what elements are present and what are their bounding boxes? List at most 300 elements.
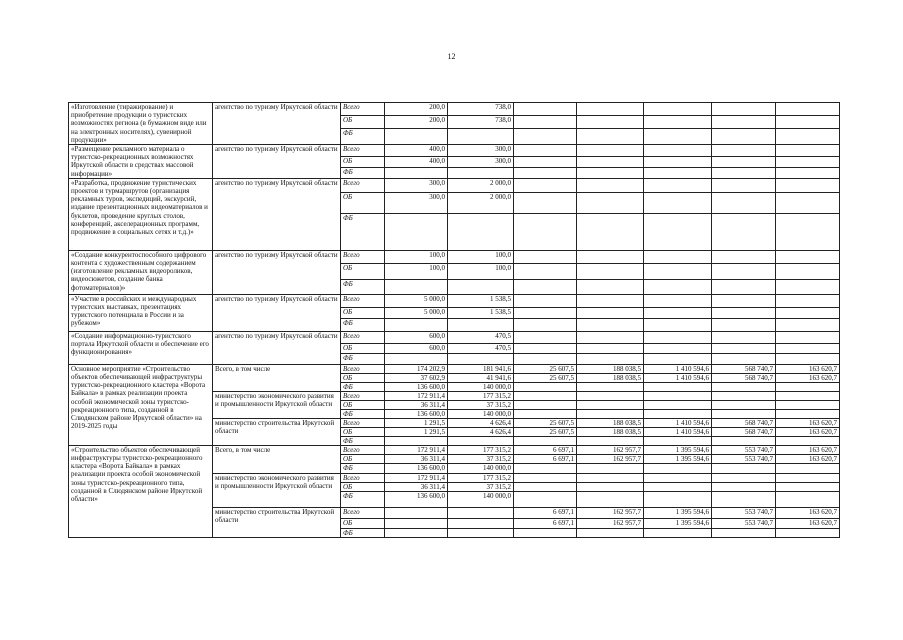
amount-cell	[712, 294, 776, 307]
executor-cell: агентство по туризму Иркутской области	[213, 145, 341, 179]
funding-source-cell: Всего	[341, 294, 385, 307]
executor-cell: министерство строительства Иркутской области	[213, 507, 341, 537]
funding-source-cell: ОБ	[341, 343, 385, 353]
amount-cell: 37 315,2	[448, 482, 514, 491]
amount-cell	[644, 115, 712, 129]
amount-cell: 5 000,0	[385, 307, 448, 318]
amount-cell: 36 311,4	[385, 482, 448, 491]
amount-cell	[712, 409, 776, 418]
amount-cell: 553 740,7	[712, 518, 776, 528]
funding-source-cell: ОБ	[341, 263, 385, 279]
amount-cell	[776, 463, 840, 473]
amount-cell	[514, 129, 577, 145]
amount-cell	[577, 178, 644, 192]
amount-cell	[644, 307, 712, 318]
amount-cell	[577, 391, 644, 400]
amount-cell: 1 395 594,6	[644, 454, 712, 463]
amount-cell	[712, 528, 776, 537]
amount-cell: 188 038,5	[577, 373, 644, 382]
funding-source-cell: Всего	[341, 418, 385, 427]
amount-cell	[514, 115, 577, 129]
amount-cell: 6 697,1	[514, 507, 577, 518]
amount-cell	[577, 294, 644, 307]
amount-cell	[577, 491, 644, 507]
amount-cell	[776, 250, 840, 263]
amount-cell: 400,0	[385, 156, 448, 168]
amount-cell	[776, 213, 840, 250]
funding-source-cell: ФБ	[341, 129, 385, 145]
amount-cell: 163 620,7	[776, 445, 840, 454]
funding-source-cell: ФБ	[341, 382, 385, 391]
amount-cell	[644, 391, 712, 400]
funding-source-cell: Всего	[341, 507, 385, 518]
funding-source-cell: ОБ	[341, 482, 385, 491]
amount-cell	[514, 473, 577, 482]
amount-cell: 36 311,4	[385, 454, 448, 463]
amount-cell	[385, 213, 448, 250]
amount-cell	[514, 103, 577, 116]
amount-cell: 162 957,7	[577, 454, 644, 463]
amount-cell	[644, 129, 712, 145]
amount-cell	[712, 279, 776, 294]
amount-cell	[448, 213, 514, 250]
amount-cell	[514, 382, 577, 391]
amount-cell: 1 538,5	[448, 307, 514, 318]
amount-cell: 177 315,2	[448, 391, 514, 400]
amount-cell: 37 602,9	[385, 373, 448, 382]
amount-cell	[644, 168, 712, 179]
amount-cell: 136 600,0	[385, 463, 448, 473]
amount-cell: 25 607,5	[514, 427, 577, 436]
amount-cell	[644, 473, 712, 482]
amount-cell	[385, 528, 448, 537]
amount-cell: 140 000,0	[448, 491, 514, 507]
amount-cell	[514, 250, 577, 263]
amount-cell	[577, 115, 644, 129]
amount-cell	[644, 103, 712, 116]
amount-cell	[644, 145, 712, 157]
amount-cell	[776, 318, 840, 331]
amount-cell: 100,0	[385, 250, 448, 263]
amount-cell: 200,0	[385, 115, 448, 129]
funding-source-cell: Всего	[341, 473, 385, 482]
amount-cell	[577, 382, 644, 391]
amount-cell	[577, 436, 644, 445]
amount-cell: 553 740,7	[712, 445, 776, 454]
funding-source-cell: Всего	[341, 445, 385, 454]
amount-cell	[577, 343, 644, 353]
amount-cell: 738,0	[448, 115, 514, 129]
amount-cell: 568 740,7	[712, 427, 776, 436]
amount-cell: 300,0	[448, 156, 514, 168]
funding-source-cell: ФБ	[341, 279, 385, 294]
amount-cell	[448, 168, 514, 179]
funding-source-cell: Всего	[341, 250, 385, 263]
amount-cell	[712, 400, 776, 409]
amount-cell	[514, 343, 577, 353]
amount-cell	[448, 507, 514, 518]
amount-cell: 6 697,1	[514, 518, 577, 528]
amount-cell: 25 607,5	[514, 364, 577, 373]
amount-cell	[712, 192, 776, 213]
funding-source-cell: ФБ	[341, 318, 385, 331]
amount-cell: 6 697,1	[514, 454, 577, 463]
amount-cell	[514, 279, 577, 294]
amount-cell	[776, 103, 840, 116]
amount-cell: 300,0	[448, 145, 514, 157]
amount-cell	[712, 115, 776, 129]
amount-cell	[776, 156, 840, 168]
amount-cell: 6 697,1	[514, 445, 577, 454]
event-name-cell: «Строительство объектов обеспечивающей инфраструктуры туристско-рекреационного кластера «Ворота Байкала» в рамках реализации проекта особой экономической зоны туристско-рекреационного типа, созданной в Слюдянском районе Иркутской области»	[69, 445, 213, 537]
amount-cell: 163 620,7	[776, 518, 840, 528]
table-row	[69, 178, 840, 192]
amount-cell	[776, 168, 840, 179]
amount-cell	[577, 473, 644, 482]
amount-cell	[712, 331, 776, 343]
amount-cell	[712, 129, 776, 145]
amount-cell	[514, 213, 577, 250]
amount-cell	[644, 436, 712, 445]
amount-cell	[448, 518, 514, 528]
executor-cell: агентство по туризму Иркутской области	[213, 178, 341, 250]
amount-cell: 568 740,7	[712, 418, 776, 427]
amount-cell	[577, 145, 644, 157]
table-row	[69, 250, 840, 263]
amount-cell: 400,0	[385, 145, 448, 157]
amount-cell: 163 620,7	[776, 454, 840, 463]
amount-cell: 100,0	[448, 250, 514, 263]
amount-cell	[577, 129, 644, 145]
event-name-cell: «Размещение рекламного материала о туристско-рекреационных возможностях Иркутской области в средствах массовой информации»	[69, 145, 213, 179]
executor-cell: агентство по туризму Иркутской области	[213, 294, 341, 331]
amount-cell	[577, 213, 644, 250]
executor-cell: агентство по туризму Иркутской области	[213, 250, 341, 294]
amount-cell: 553 740,7	[712, 454, 776, 463]
amount-cell	[776, 129, 840, 145]
amount-cell	[385, 507, 448, 518]
amount-cell: 37 315,2	[448, 400, 514, 409]
amount-cell	[514, 491, 577, 507]
amount-cell	[644, 294, 712, 307]
budget-table	[68, 102, 840, 538]
amount-cell	[712, 307, 776, 318]
table-row	[69, 331, 840, 343]
amount-cell: 1 538,5	[448, 294, 514, 307]
executor-cell: агентство по туризму Иркутской области	[213, 103, 341, 145]
amount-cell: 163 620,7	[776, 373, 840, 382]
funding-source-cell: ФБ	[341, 168, 385, 179]
amount-cell: 4 626,4	[448, 427, 514, 436]
amount-cell: 1 410 594,6	[644, 373, 712, 382]
amount-cell: 1 291,5	[385, 418, 448, 427]
amount-cell	[712, 168, 776, 179]
amount-cell	[712, 463, 776, 473]
funding-source-cell: Всего	[341, 103, 385, 116]
page-number: 12	[447, 52, 456, 61]
amount-cell	[577, 318, 644, 331]
amount-cell	[577, 482, 644, 491]
amount-cell	[514, 145, 577, 157]
amount-cell	[776, 294, 840, 307]
amount-cell	[644, 409, 712, 418]
funding-source-cell: ФБ	[341, 528, 385, 537]
amount-cell	[448, 436, 514, 445]
amount-cell: 140 000,0	[448, 382, 514, 391]
amount-cell: 41 941,6	[448, 373, 514, 382]
amount-cell	[712, 178, 776, 192]
amount-cell	[776, 528, 840, 537]
amount-cell	[577, 307, 644, 318]
amount-cell	[712, 318, 776, 331]
amount-cell: 600,0	[385, 331, 448, 343]
amount-cell: 136 600,0	[385, 409, 448, 418]
amount-cell	[514, 178, 577, 192]
amount-cell: 568 740,7	[712, 364, 776, 373]
amount-cell: 162 957,7	[577, 507, 644, 518]
funding-source-cell: ОБ	[341, 156, 385, 168]
amount-cell: 100,0	[448, 263, 514, 279]
amount-cell: 600,0	[385, 343, 448, 353]
amount-cell	[644, 343, 712, 353]
amount-cell: 100,0	[385, 263, 448, 279]
amount-cell	[514, 331, 577, 343]
amount-cell	[577, 279, 644, 294]
amount-cell	[577, 192, 644, 213]
amount-cell	[712, 343, 776, 353]
amount-cell: 174 202,9	[385, 364, 448, 373]
amount-cell	[776, 382, 840, 391]
executor-cell: Всего, в том числе	[213, 364, 341, 391]
amount-cell	[712, 103, 776, 116]
amount-cell	[448, 353, 514, 364]
amount-cell: 188 038,5	[577, 427, 644, 436]
amount-cell	[385, 279, 448, 294]
amount-cell	[712, 156, 776, 168]
amount-cell	[577, 463, 644, 473]
amount-cell	[776, 307, 840, 318]
amount-cell	[712, 491, 776, 507]
amount-cell	[776, 491, 840, 507]
amount-cell	[712, 250, 776, 263]
funding-source-cell: ОБ	[341, 373, 385, 382]
executor-cell: министерство экономического развития и промышленности Иркутской области	[213, 473, 341, 507]
event-name-cell: «Участие в российских и международных туристских выставках, презентациях туристского потенциала в России и за рубежом»	[69, 294, 213, 331]
amount-cell	[514, 528, 577, 537]
amount-cell: 300,0	[385, 192, 448, 213]
amount-cell	[712, 391, 776, 400]
funding-source-cell: ФБ	[341, 353, 385, 364]
amount-cell	[644, 491, 712, 507]
table-row	[69, 294, 840, 307]
amount-cell: 36 311,4	[385, 400, 448, 409]
amount-cell	[577, 168, 644, 179]
executor-cell: министерство экономического развития и промышленности Иркутской области	[213, 391, 341, 418]
amount-cell	[385, 168, 448, 179]
amount-cell	[644, 382, 712, 391]
amount-cell: 1 410 594,6	[644, 418, 712, 427]
table-row	[69, 103, 840, 116]
amount-cell	[448, 129, 514, 145]
funding-source-cell: ОБ	[341, 192, 385, 213]
amount-cell	[644, 528, 712, 537]
amount-cell: 140 000,0	[448, 463, 514, 473]
amount-cell	[776, 409, 840, 418]
amount-cell: 2 000,0	[448, 192, 514, 213]
funding-source-cell: ОБ	[341, 518, 385, 528]
amount-cell: 140 000,0	[448, 409, 514, 418]
event-name-cell: «Изготовление (тиражирование) и приобретение продукции о туристских возможностях региона (в бумажном виде или на электронных носителях), сувенирной продукции»	[69, 103, 213, 145]
amount-cell	[514, 168, 577, 179]
funding-source-cell: Всего	[341, 178, 385, 192]
amount-cell	[776, 343, 840, 353]
amount-cell: 300,0	[385, 178, 448, 192]
funding-source-cell: ФБ	[341, 463, 385, 473]
amount-cell	[712, 436, 776, 445]
amount-cell: 1 395 594,6	[644, 507, 712, 518]
amount-cell	[712, 473, 776, 482]
amount-cell	[577, 353, 644, 364]
amount-cell	[712, 145, 776, 157]
amount-cell	[776, 145, 840, 157]
event-name-cell: Основное мероприятие «Строительство объектов обеспечивающей инфраструктуры туристско-рекреационного кластера «Ворота Байкала» в рамках реализации проекта особой экономической зоны туристско-рекреационного типа, созданной в Слюдянском районе Иркутской области» на 2019-2025 годы	[69, 364, 213, 445]
amount-cell: 1 410 594,6	[644, 364, 712, 373]
amount-cell	[514, 318, 577, 331]
funding-source-cell: ОБ	[341, 427, 385, 436]
funding-source-cell: ОБ	[341, 115, 385, 129]
amount-cell: 2 000,0	[448, 178, 514, 192]
amount-cell	[514, 294, 577, 307]
executor-cell: Всего, в том числе	[213, 445, 341, 473]
amount-cell	[577, 103, 644, 116]
amount-cell	[644, 353, 712, 364]
amount-cell: 568 740,7	[712, 373, 776, 382]
amount-cell	[514, 436, 577, 445]
amount-cell: 162 957,7	[577, 445, 644, 454]
amount-cell	[577, 409, 644, 418]
amount-cell	[448, 279, 514, 294]
amount-cell	[776, 263, 840, 279]
amount-cell	[644, 192, 712, 213]
amount-cell	[712, 482, 776, 491]
amount-cell: 5 000,0	[385, 294, 448, 307]
amount-cell	[514, 409, 577, 418]
amount-cell: 37 315,2	[448, 454, 514, 463]
amount-cell: 172 911,4	[385, 445, 448, 454]
table-row	[69, 145, 840, 157]
amount-cell	[385, 436, 448, 445]
amount-cell	[448, 528, 514, 537]
amount-cell	[514, 263, 577, 279]
amount-cell	[776, 436, 840, 445]
amount-cell: 163 620,7	[776, 418, 840, 427]
amount-cell: 163 620,7	[776, 364, 840, 373]
amount-cell	[514, 400, 577, 409]
funding-source-cell: Всего	[341, 364, 385, 373]
amount-cell	[514, 463, 577, 473]
funding-source-cell: ФБ	[341, 213, 385, 250]
amount-cell: 177 315,2	[448, 445, 514, 454]
amount-cell	[776, 279, 840, 294]
amount-cell	[644, 178, 712, 192]
amount-cell	[776, 400, 840, 409]
amount-cell	[776, 178, 840, 192]
amount-cell: 1 395 594,6	[644, 518, 712, 528]
funding-source-cell: Всего	[341, 391, 385, 400]
amount-cell	[644, 331, 712, 343]
amount-cell: 4 626,4	[448, 418, 514, 427]
amount-cell: 738,0	[448, 103, 514, 116]
funding-source-cell: ОБ	[341, 307, 385, 318]
funding-source-cell: ФБ	[341, 491, 385, 507]
amount-cell: 1 291,5	[385, 427, 448, 436]
amount-cell	[712, 213, 776, 250]
amount-cell	[514, 391, 577, 400]
event-name-cell: «Создание конкурентоспособного цифрового контента с художественным содержанием (изготовление рекламных видеороликов, видеосюжетов, создание банка фотоматериалов)»	[69, 250, 213, 294]
amount-cell: 1 395 594,6	[644, 445, 712, 454]
amount-cell	[577, 250, 644, 263]
amount-cell	[385, 518, 448, 528]
amount-cell	[514, 307, 577, 318]
amount-cell: 200,0	[385, 103, 448, 116]
amount-cell: 162 957,7	[577, 518, 644, 528]
executor-cell: агентство по туризму Иркутской области	[213, 331, 341, 364]
executor-cell: министерство строительства Иркутской области	[213, 418, 341, 445]
amount-cell	[577, 400, 644, 409]
amount-cell	[644, 400, 712, 409]
amount-cell: 188 038,5	[577, 418, 644, 427]
amount-cell	[644, 318, 712, 331]
amount-cell	[514, 482, 577, 491]
table-row	[69, 445, 840, 454]
amount-cell	[644, 250, 712, 263]
funding-source-cell: ФБ	[341, 436, 385, 445]
amount-cell	[644, 156, 712, 168]
amount-cell: 172 911,4	[385, 391, 448, 400]
amount-cell	[514, 192, 577, 213]
amount-cell	[644, 213, 712, 250]
event-name-cell: «Разработка, продвижение туристических проектов и турмаршрутов (организация рекламных туров, экспедиций, экскурсий, издание презентационных видеоматериалов и буклетов, проведение круглых столов, конференций, акселерационных программ, продвижение в социальных сетях и т.д.)»	[69, 178, 213, 250]
amount-cell	[385, 318, 448, 331]
amount-cell: 553 740,7	[712, 507, 776, 518]
amount-cell: 172 911,4	[385, 473, 448, 482]
amount-cell	[644, 482, 712, 491]
amount-cell	[712, 353, 776, 364]
funding-source-cell: ОБ	[341, 454, 385, 463]
amount-cell: 181 941,6	[448, 364, 514, 373]
amount-cell	[577, 156, 644, 168]
amount-cell: 177 315,2	[448, 473, 514, 482]
amount-cell: 1 410 594,6	[644, 427, 712, 436]
amount-cell	[712, 263, 776, 279]
amount-cell	[385, 353, 448, 364]
event-name-cell: «Создание информационно-туристского портала Иркутской области и обеспечение его функционирования»	[69, 331, 213, 364]
amount-cell: 470,5	[448, 331, 514, 343]
amount-cell	[644, 463, 712, 473]
amount-cell	[776, 331, 840, 343]
amount-cell	[776, 473, 840, 482]
amount-cell	[712, 382, 776, 391]
amount-cell: 25 607,5	[514, 373, 577, 382]
amount-cell: 136 600,0	[385, 491, 448, 507]
amount-cell	[644, 279, 712, 294]
amount-cell	[514, 156, 577, 168]
amount-cell	[385, 129, 448, 145]
amount-cell	[514, 353, 577, 364]
amount-cell: 163 620,7	[776, 427, 840, 436]
amount-cell	[577, 263, 644, 279]
funding-source-cell: ФБ	[341, 409, 385, 418]
